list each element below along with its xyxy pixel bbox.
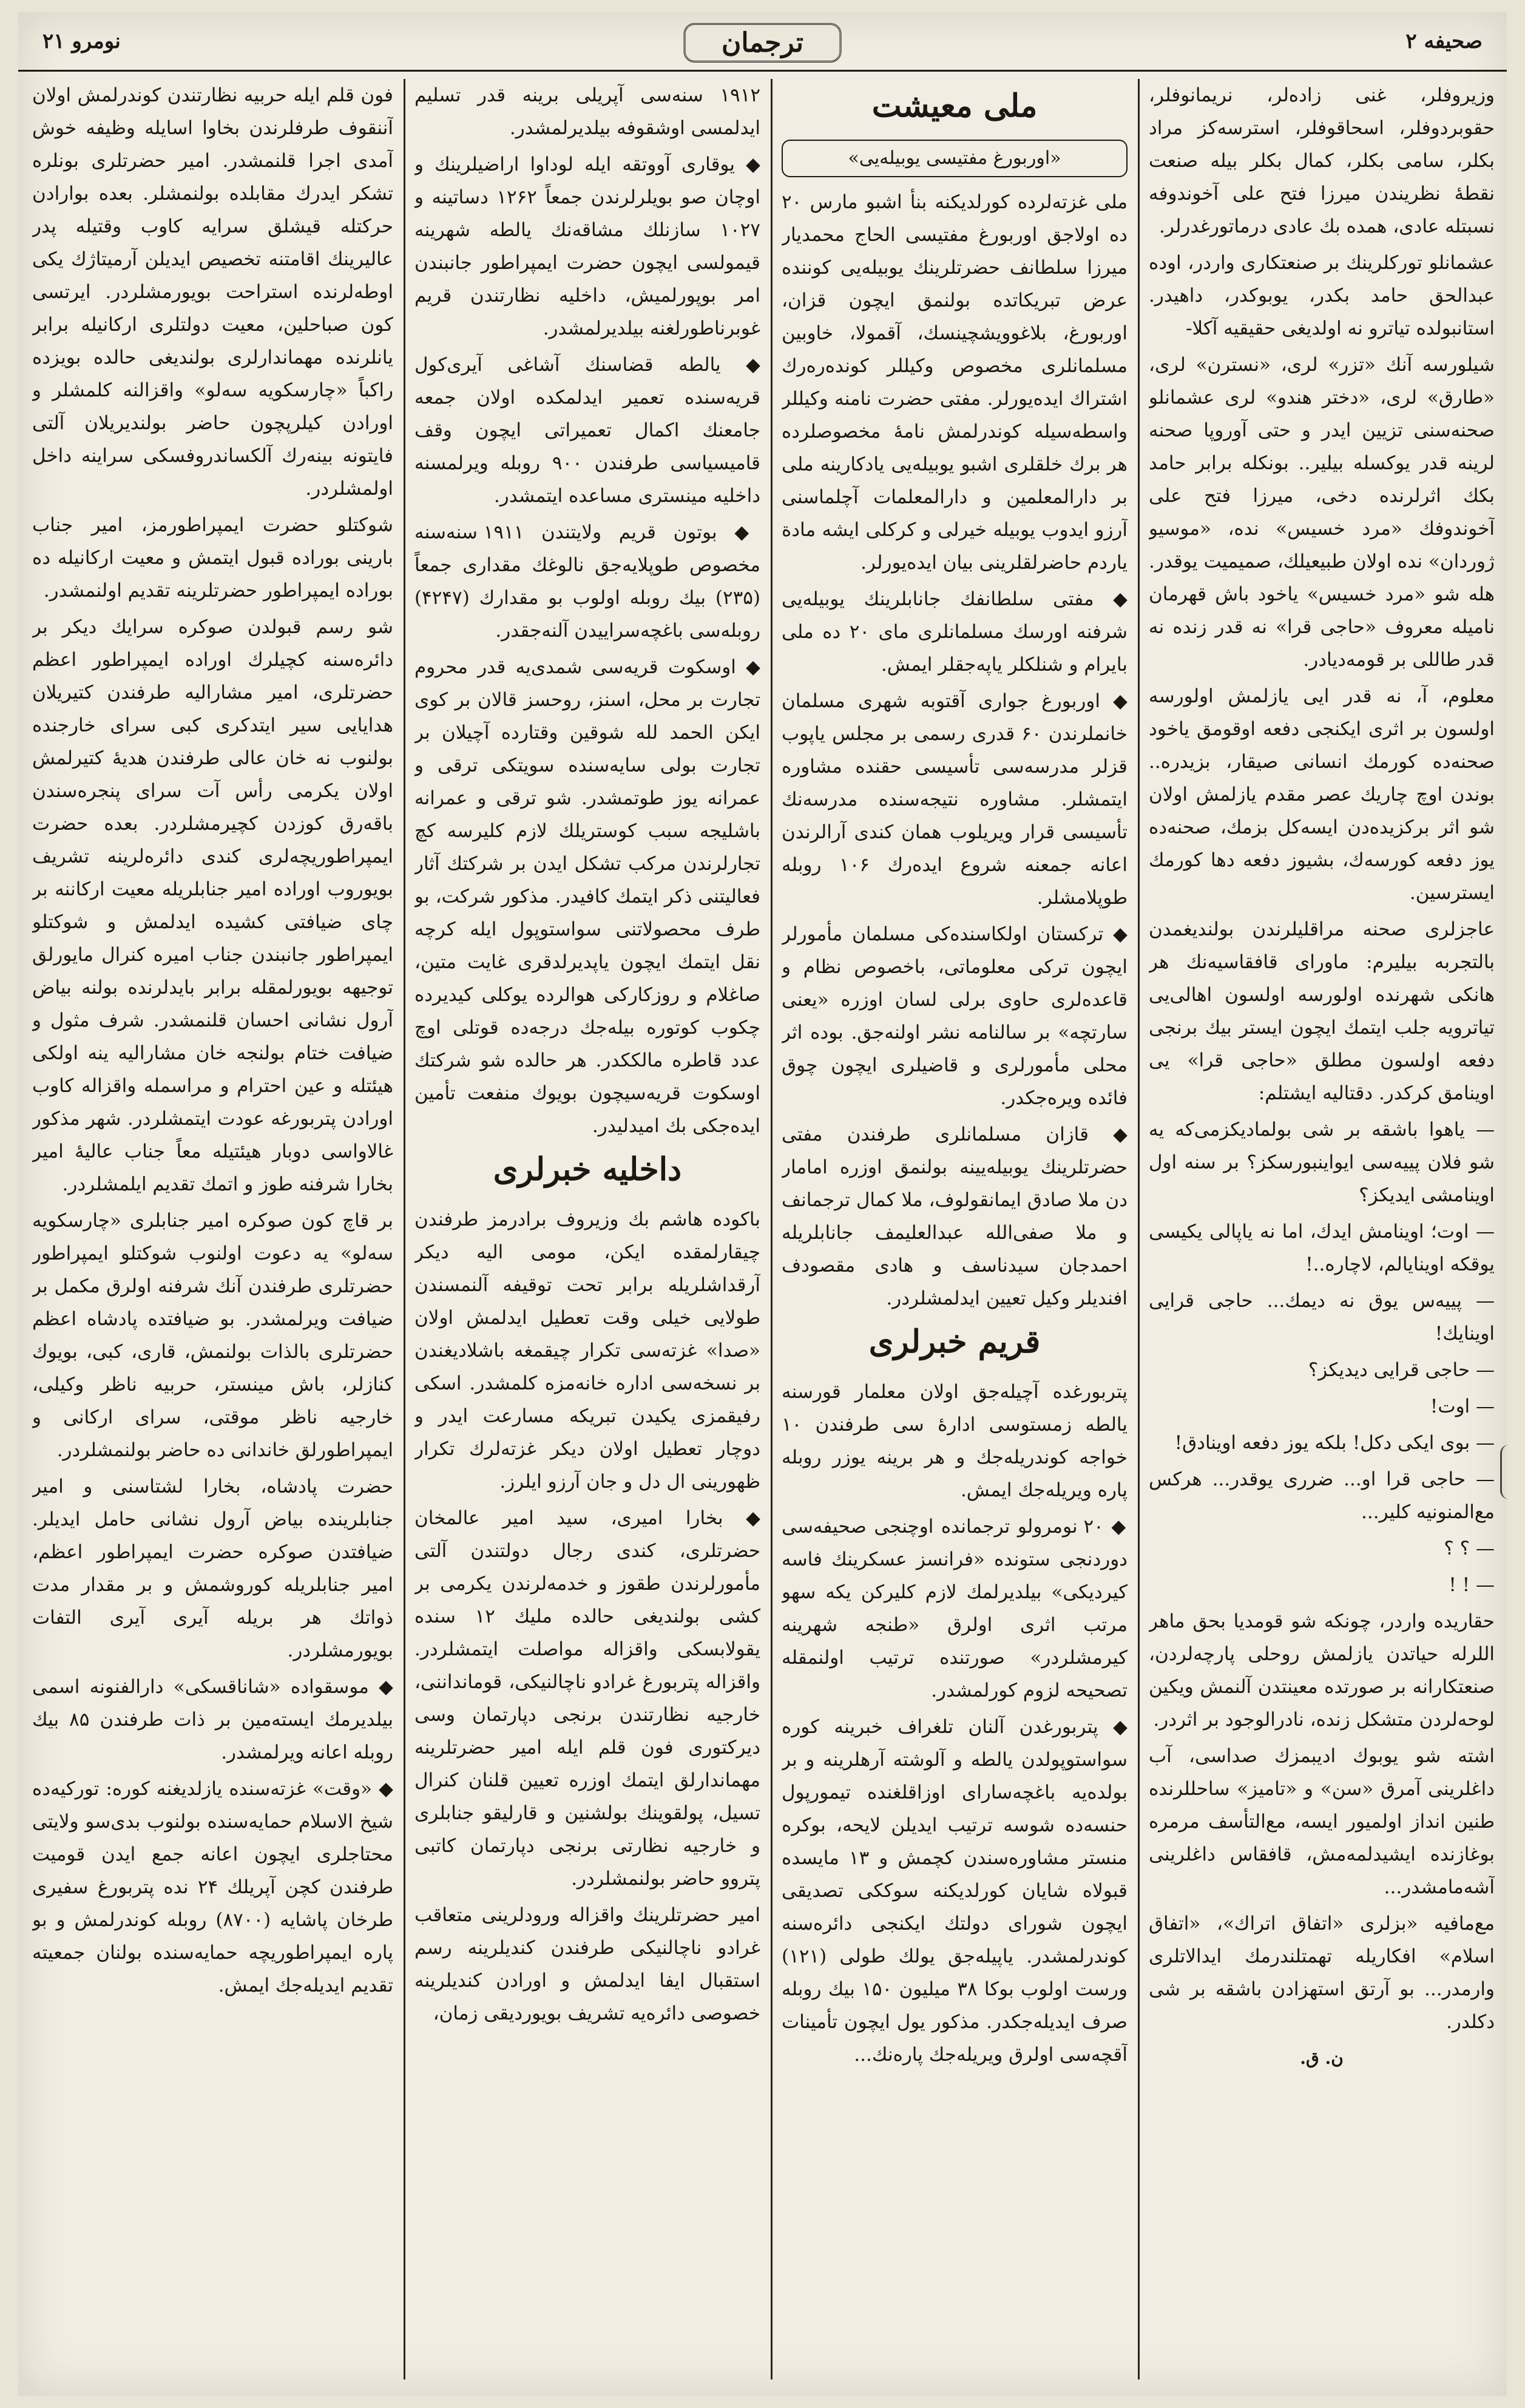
- news-item: ◆ پتربورغدن آلنان تلغراف خبرینه کوره سواستوپولدن یالطه و آلوشته آرهلرینه و بر بولده‌یه باغچه‌سارای اوزاقلغنده تیمورپول حنسه‌ده شوسه ترتیب ایدیلن لایحه، بوکره منستر مشاوره‌سندن کچمش و ۱۳ مایسده قبولاه شایان کورلدیکنه سوککی تصدیقی ایچون شورای دولتك ایکنجی دائره‌سنه کوندرلمشدر. یاپیله‌جق یولك طولی (۱۲۱) ورست اولوب بوکا ۳۸ میلیون ۱۵۰ بیك روبله صرف ایدیله‌جکدر. مذکور یول ایچون تأمینات آقچه‌سی اولرق ویریله‌جك پاره‌نك...: [782, 1716, 1128, 2066]
- column-divider: [404, 79, 405, 2379]
- news-item: ◆ اوربورغ جواری آقتوبه شهری مسلمان خانملرندن ۶۰ قدری رسمی بر مجلس یاپوب قزلر مدرسه‌سی تأسیسی حقنده مشاوره ایتمشلر. مشاوره نتیجه‌سنده مدرسه‌نك تأسیسی قرار ویریلوب همان کندی آرالرندن اعانه جمعنه شروع ایده‌رك ۱۰۶ روبله طوپلامشلر.: [782, 690, 1128, 909]
- news-item: ◆ بوتون قریم ولایتندن ۱۹۱۱ سنه‌سنه مخصوص طوپلایه‌جق نالوغك مقداری جمعاً (۲۳۵) بیك روبله اولوب بو مقدارك (۴۲۴۷) روبله‌سی باغچه‌سراییدن آلنه‌جقدر.: [414, 521, 760, 642]
- paragraph: شوکتلو حضرت ایمپراطورمز، امیر جناب بارینی بوراده قبول ایتمش و معیت ارکانیله ده بوراده ایمپراطور حضرتلرینه تقدیم اولنمشدر.: [32, 514, 393, 602]
- paragraph: فون قلم ایله حربیه نظارتندن کوندرلمش اولان آننقوف طرفلرندن بخاوا اسایله وظیفه خوش آمدی اجرا قلنمشدر. امیر حضرتلری بونلره تشکر ایدرك مقابلده بولنمشلر. بعده بوارادن حرکتله قیشلق سرایه کاوب وقتیله پدر عالیرینك اقامتنه تخصیص ایدیلن آرمیتاژك یکی اوطه‌لرنده استراحت بویورمشلردر. ایرتسی کون صباحلین، معیت دولتلری ارکانیله برابر یانلرنده مهماندارلری بولندیغی حالده بویزده راکباً «چارسکویه سه‌لو» واقزالنه کلمشلر و اورادن کیلرپچون حاضر بولندیریلان آلتی فایتونه بینه‌رك آلکساندروفسکی سراینه داخل اولمشلردر.: [32, 84, 393, 500]
- issue-number: نومرو ۲۱: [42, 29, 121, 53]
- newspaper-page: [18, 12, 1507, 2396]
- paragraph: عاجزلری صحنه مراقلیلرندن بولندیغمدن بالتجربه بیلیرم: ماورای قافقاسیه‌نك هر هانکی شهرنده اولورسه اولسون اهالی‌یی تیاترویه جلب ایتمك ایچون ایستر بیك برنجی دفعه اولسون مطلق «حاجی قرا» یی اوینامق کرکدر. دقتالیه ایشتلم:: [1149, 918, 1495, 1104]
- paragraph: معلوم، آ، نه قدر ایی یازلمش اولورسه اولسون بر اثری ایکنجی دفعه اوقومق یاخود صحنه‌ده کورمك انسانی صیقار، بزیدره.. بوندن اوچ چاریك عصر مقدم یازلمش اولان شو اثر برکزیده‌دن ایسه‌کل بزمك، صحنه‌ده یوز دفعه کورسه‌ك، بشیوز دفعه دها کورمك ایسترسین.: [1149, 685, 1495, 904]
- page-edge-mark: [1500, 1445, 1518, 1499]
- news-item: ◆ قازان مسلمانلری طرفندن مفتی حضرتلرینك یوبیله‌یینه بولنمق اوزره امامار دن ملا صادق ایمانقولوف، ملا کمال ترجمانف و ملا صفی‌الله عبدالعلیمف جانابلریله احمدجان سیدناسف و هادی مقصودف افندیلر وکیل تعیین ایدلمشلردر.: [782, 1124, 1128, 1309]
- column-divider: [771, 79, 773, 2379]
- dialogue-line: — ؟ ؟: [1444, 1538, 1495, 1559]
- section-heading-national-life: ملی معیشت: [871, 87, 1038, 124]
- news-item: ◆ ترکستان اولکاسنده‌کی مسلمان مأمورلر ایچون ترکی معلوماتی، باخصوص نظام و قاعده‌لری حاوی برلی لسان اوزره «یعنی سارتچه» بر سالنامه نشر اولنه‌جق. بوده اثر محلی مأمورلری و قاضیلری ایچون چوق فائده ویره‌جکدر.: [782, 923, 1128, 1109]
- paragraph: ملی غزته‌لرده کورلدیکنه بنأ اشبو مارس ۲۰ ده اولاجق اوربورغ مفتیسی الحاج محمدیار میرزا سلطانف حضرتلرینك یوبیله‌یی کوننده عرض تبریکاتده بولنمق ایچون قزان، اوربورغ، بلاغوویشچینسك، آقمولا، خاوبین مسلمانلری مخصوص وکیللر کونده‌ره‌رك اشتراك ایده‌یورلر. مفتی حضرت نامنه وکیللر واسطه‌سیله کوندرلمش نامهٔ مخصوصلرده هر برك خلقلری اشبو یوبیله‌یی یادکارینه ملی بر دارالمعلمین و دارالمعلمات آچلماسنی آرزو ایدوب یوبیله خیرلی و کرکلی ایشه مادة یاردم حاضرلقلرینی بیان ایده‌یورلر.: [782, 191, 1128, 574]
- column-1: [1149, 79, 1495, 2379]
- paragraph: شیلورسه آنك «تزر» لری، «نسترن» لری، «طارق» لری، «دختر هندو» لری عشمانلو صحنه‌سنی تزیین ایدر و حتی آوروپا صحنه لرینه قدر یوکسله بیلیر.. بونکله برابر حامد بکك اثرلرنده دخی، میرزا فتح علی آخوندوفك «مرد خسیس» نده، «موسیو ژوردان» نده اولان طبیعیلك، صمیمیت یوقدر. هله شو «مرد خسیس» یاخود باش قهرمان نامیله معروف «حاجی قرا» نه قدر زنده نه قدر طاللی بر قومه‌دیادر.: [1149, 354, 1495, 671]
- paragraph: عشمانلو تورکلرینك بر صنعتکاری واردر، اوده عبدالحق حامد بکدر، یوبوکدر، داهیدر. استانبولده تیاترو نه اولدیغی حقیقیه آکلا-: [1149, 252, 1495, 339]
- section-heading-domestic-news: داخلیه خبرلری: [493, 1151, 682, 1188]
- paragraph: ۱۹۱۲ سنه‌سی آپریلی برینه قدر تسلیم ایدلمسی اوشقوفه بیلدیرلمشدر.: [414, 84, 760, 139]
- column-divider: [1138, 79, 1140, 2379]
- news-item: ◆ بخارا امیری، سید امیر عالمخان حضرتلری، کندی رجال دولتندن آلتی مأمورلرندن طقوز و خدمه‌لرندن یکرمی بر کشی بولندیغی حالده ملیك ۱۲ سنده یقولابسکی واقزاله مواصلت ایتمشلردر. واقزاله پتربورغ غرادو ناچالنیکی، قومانداننی، خارجیه نظارتندن برنجی دپارتمان وسی دیرکتوری فون قلم ایله امیر حضرتلرینه مهماندارلق ایتمك اوزره تعیین قلنان کنرال تسیل، پولقوینك بولشنین و قارلیقو جنابلری و خارجیه نظارتی برنجی دپارتمان کاتبی پتروو حاضر بولنمشلردر.: [414, 1507, 760, 1890]
- news-item: ◆ مفتی سلطانفك جانابلرینك یوبیله‌یی شرفنه اورسك مسلمانلری مای ۲۰ ده ملی بایرام و شنلکلر یاپه‌جقلر ایمش.: [782, 588, 1128, 676]
- news-item: ◆ یوقاری آووتقه ایله لوداوا اراضیلرینك و اوچان صو بویلرلرندن جمعاً ۱۲۶۲ دساتینه و ۱۰۲۷ سازنلك مشاقه‌نك یالطه شهرینه قیمولسی ایچون حضرت ایمپراطور جانبندن امر بوپورلمیش، داخلیه نظارتندن قریم غوبرناطورلغنه بیلدیرلمشدر.: [414, 154, 760, 339]
- news-item: ◆ یالطه قضاسنك آشاغی آیری‌کول قریه‌سنده تعمیر ایدلمکده اولان جمعه جامعنك اکمال تعمیراتی ایچون وقف قامیسیاسی طرفندن ۹۰۰ روبله ویرلمسنه داخلیه مینستری مساعده ایتمشدر.: [414, 354, 760, 507]
- dialogue-line: — ! !: [1449, 1574, 1495, 1596]
- dialogue-line: — بوی ایکی دکل! بلکه یوز دفعه اوینادق!: [1174, 1432, 1495, 1454]
- paragraph: اشته شو یوبوك ادیبمزك صداسی، آب داغلرینی آمرق «سن» و «تامیز» ساحللرنده طنین انداز اولمیور ایسه، مع‌التأسف مرمره بوغازنده ایشیدلمه‌مش، قافقاس داغلرینی آشه‌مامشدر...: [1149, 1745, 1495, 1898]
- paragraph: حضرت پادشاه، بخارا لشتاسنی و امیر جنابلرینده بیاض آرول نشانی حامل ایدیلر. ضیافتدن صوکره حضرت ایمپراطور اعظم، امیر جنابلریله کوروشمش و بر مقدار مدت ذواتك هر بریله آیری آیری التفات بویورمشلردر.: [32, 1476, 393, 1661]
- author-signature: ن. ق.: [1300, 2048, 1344, 2068]
- paragraph: حقاریده واردر، چونکه شو قومدیا بحق ماهر اللرله حیاتدن یازلمش روحلی پارچه‌لردن، صنعتکارانه بر صورتده معینتدن آلنمش ویکین لوحه‌لردن متشکل زنده، نادرالوجود بر اثردر.: [1149, 1610, 1495, 1731]
- paragraph: وزیروفلر، غنی زاده‌لر، نریمانوفلر، حقوبردوفلر، اسحاقوفلر، استرسه‌کز مراد بکلر، سامی بکلر، کمال بکلر بیله صنعت نقطهٔ نظریندن میرزا فتح علی آخوندوفه نسبتله عادی، همده بك عادی درماتورغدرلر.: [1149, 84, 1495, 237]
- dialogue-line: — حاجی قرایی دیدیکز؟: [1308, 1359, 1495, 1381]
- column-2: [782, 79, 1128, 2379]
- dialogue-line: — اوت!: [1430, 1396, 1495, 1417]
- article-subheading: «اوربورغ مفتیسی یوبیله‌یی»: [782, 140, 1128, 177]
- news-item: ◆ اوسکوت قریه‌سی شمدی‌یه قدر محروم تجارت بر محل، اسنز، روحسز قالان بر کوی ایکن الحمد لله شوقین وقتارده آچیلان بر تجارت بولی سایه‌سنده سویتکی ترقی و عمرانه یوز طوتمشدر. شو ترقی و عمرانه باشلیجه سبب کوستریلك لازم کلیرسه کچ تجارلرندن مرکب تشکل ایدن بر شرکتك آثار فعالیتنی ذکر ایتمك کافیدر. مذکور شرکت، بو طرف محصولاتنی سواستوپول ایله کرچه نقل ایتمك ایچون یاپدیرلدقری غایت متین، صاغلام و روزکارکی هوالرده یوکلی کیدیرده چکوب کوتوره بیله‌جك درجه‌ده قوتلی اوچ عدد قاطره مالککدر. هر حالده شو شرکتك اوسکوت قریه‌سیچون بویوك منفعت تأمین ایده‌جکی بك امیدلیدر.: [414, 656, 760, 1137]
- paragraph: بر قاچ کون صوکره امیر جنابلری «چارسکویه سه‌لو» یه دعوت اولنوب شوکتلو ایمپراطور حضرتلری طرفندن آنك شرفنه اولرق مکمل بر ضیافت ویرلمشدر. بو ضیافتده پادشاه اعظم حضرتلری بالذات بولنمش، قاری، کبی، بویوك کنازلر، باش مینستر، حربیه ناظر وکیلی، خارجیه ناظر موقتی، سرای ارکانی و ایمپراطورلق خاندانی ده حاضر بولنمشلردر.: [32, 1210, 393, 1461]
- news-item: ◆ ۲۰ نومرولو ترجمانده اوچنجی صحیفه‌سی دوردنجی ستونده «فرانسز عسکرینك فاسه کیردیکی» بیلدیرلمك لازم کلیرکن یکه سهو مرتب اثری اولرق «طنجه شهرینه کیرمشلردر» صورتنده ترتیب اولنمقله تصحیحه لزوم کورلمشدر.: [782, 1516, 1128, 1701]
- section-heading-crimea-news: قریم خبرلری: [868, 1323, 1041, 1360]
- news-item: باکوده هاشم بك وزیروف برادرمز طرفندن چیقارلمقده ایکن، مومی الیه دیکر آرقداشلریله برابر تحت توقیفه آلنمسندن طولایی خیلی وقت تعطیل ایدلمش اولان «صدا» غزته‌سی تکرار چیقمغه باشلادیغندن بر نسخه‌سی اداره خانه‌مزه کلمشدر. اسکی رفیقمزی یکیدن تبریکه مسارعت ایدر و دوچار تعطیل اولان دیکر غزته‌لرك تکرار ظهورینی ال دل و جان آرزو ایلرز.: [414, 1209, 760, 1493]
- dialogue-line: — یاهوا باشقه بر شی بولمادیکزمی‌که یه شو فلان پییه‌سی ایواینبورسکز؟ بر سنه اول اوینامشی ایدیکز؟: [1149, 1119, 1495, 1206]
- column-3: [414, 79, 760, 2379]
- paragraph: شو رسم قبولدن صوکره سرایك دیکر بر دائره‌سنه کچیلرك اوراده ایمپراطور اعظم حضرتلری، امیر مشارالیه طرفندن کتیریلان هدایایی سیر ایتدکری کبی سرای خارجنده بولنوب نه خان عالی طرفندن هدیهٔ کتیرلمش اولان یکرمی رأس آت سرای پنجره‌سندن باقه‌رق کوزدن کچیرمشلردر. بعده حضرت ایمپراطوریچه‌لری کندی دائره‌لرینه تشریف بویوروب اوراده امیر جنابلریله معیت ارکاننه بر چای ضیافتی کشیده ایدلمش و شوکتلو ایمپراطور جانبندن جناب امیره کنرال مایورلق توجیهه بویورلمقله برابر بایدلرنده بولنه بیاض آرول نشانی احسان قلنمشدر. شرف مثول و ضیافت ختام بولنجه خان مشارالیه ینه اولکی هیئتله و عین احترام و مراسمله واقزاله کاوب اورادن پتربورغه عودت ایتمشلردر. شهر مذکور غالاواسی دوبار هیئتیله معاً جناب عالیهٔ امیر بخارا شرفنه طوز و اتمك تقدیم ایلمشلردر.: [32, 616, 393, 1195]
- dialogue-line: — پییه‌س یوق نه دیمك... حاجی قرایی اوینایك!: [1149, 1290, 1495, 1345]
- newspaper-title: ترجمان: [683, 23, 842, 63]
- news-item: ◆ «وقت» غزته‌سنده یازلدیغنه کوره: تورکیه‌ده شیخ الاسلام حمایه‌سنده بولنوب بدی‌سو ولایتی محتاجلری ایچون اعانه جمع ایدن قومیت طرفندن کچن آپریلك ۲۴ نده پتربورغ سفیری طرخان پاشایه (۸۷۰۰) روبله کوندرلمش و بو پاره ایمپراطوریچه حمایه‌سنده بولنان جمعیته تقدیم ایدیله‌جك ایمش.: [32, 1778, 393, 1996]
- paragraph: مع‌مافیه «بزلری «اتفاق اتراك»، «اتفاق اسلام» افکاریله تهمتلندرمك ایدالاتلری وارمدر... بو آرتق استهزادن باشقه بر شی دکلدر.: [1149, 1913, 1495, 2033]
- column-4: [32, 79, 393, 2379]
- news-item: پتربورغده آچیله‌جق اولان معلمار قورسنه یالطه زمستوسی ادارهٔ سی طرفندن ۱۰ خواجه کوندریله‌جك و هر برینه یوزر روبله پاره ویریله‌جك ایمش.: [782, 1381, 1128, 1501]
- dialogue-line: — حاجی قرا او... ضرری یوقدر... هرکس مع‌المنونیه کلیر...: [1149, 1468, 1495, 1523]
- news-item: ◆ موسقواده «شاناقسکی» دارالفنونه اسمی بیلدیرمك ایسته‌مین بر ذات طرفندن ۸۵ بیك روبله اعانه ویرلمشدر.: [32, 1676, 393, 1763]
- page-number: صحیفه ۲: [1405, 29, 1483, 53]
- paragraph: امیر حضرتلرینك واقزاله ورودلرینی متعاقب غرادو ناچالنیکی طرفندن کندیلرینه رسم استقبال ایفا ایدلمش و اورادن کندیلرینه خصوصی دائره‌یه تشریف بویوردیقی زمان،: [414, 1904, 760, 2024]
- dialogue-line: — اوت؛ اوینامش ایدك، اما نه یاپالی یکیسی یوقکه اوینایالم، لاچاره..!: [1149, 1221, 1495, 1275]
- masthead: [18, 12, 1507, 72]
